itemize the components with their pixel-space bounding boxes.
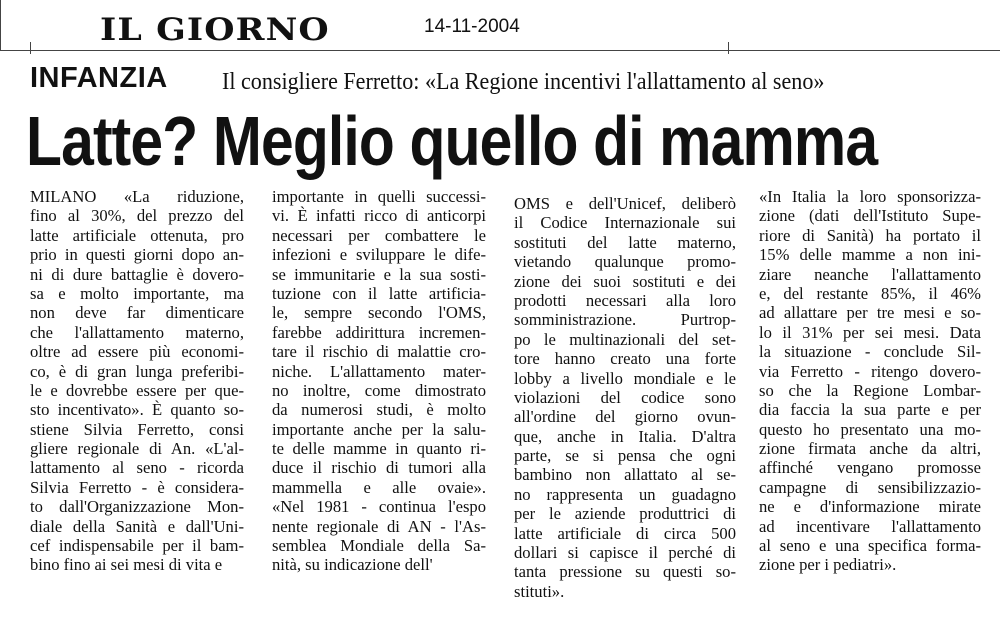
article-line: necessari per combattere le [272,225,486,245]
article-line: OMS e dell'Unicef, deliberò [514,194,736,213]
article-line: lattamento al seno - ricorda [30,458,244,478]
article-line: diale della Sanità e dall'Uni- [30,516,244,536]
article-line: tare il rischio di malattie cro- [272,342,486,362]
article-line: e, del restante 85%, il 46% [759,283,981,303]
article-line: oltre ad essere più economi- [30,342,244,362]
article-line: all'ordine del giorno ovun- [514,407,736,427]
article-line: gliere regionale di An. «L'al- [30,439,244,459]
article-line: «In Italia la loro sponsorizza- [759,187,981,206]
article-line: via Ferretto - ritengo dovero- [759,361,981,381]
article-line: latte artificiale di circa 500 [514,523,736,543]
article-line: po le multinazionali del set- [514,329,736,349]
article-line: vi. È infatti ricco di anticorpi [272,206,486,226]
article-line: «Nel 1981 - continua l'espo [272,497,486,517]
article-line: infezioni e sviluppare le dife- [272,245,486,265]
article-line: lobby a livello mondiale e le [514,368,736,388]
article-line: semblea Mondiale della Sa- [272,536,486,556]
article-line: la situazione - conclude Sil- [759,342,981,362]
article-line: al seno e una specifica forma- [759,536,981,556]
article-line: so che la Regione Lombar- [759,380,981,400]
article-line: farebbe addirittura incremen- [272,322,486,342]
article-line: violazioni del codice sono [514,387,736,407]
article-line: sostituti del latte materno, [514,232,736,252]
article-line: le e dovrebbe essere per que- [30,380,244,400]
article-line: que, anche in Italia. D'altra [514,426,736,446]
article-column-1 [30,187,244,575]
article-line: zione per i pediatri». [759,555,897,575]
article-line: sto incentivato». È quanto so- [30,400,244,420]
article-line: duce il rischio di tumori alla [272,458,486,478]
article-line: stiene Silvia Ferretto, consi [30,419,244,439]
article-line: no rappresenta un guadagno [514,484,736,504]
article-line: bino fino ai sei mesi di vita e [30,555,223,575]
article-line: zione dei suoi sostituti e dei [514,271,736,291]
article-line: stituti». [514,581,565,601]
article-line: somministrazione. Purtrop- [514,310,736,330]
article-line: affinché vengano promosse [759,458,981,478]
article-line: ziare neanche l'allattamento [759,264,981,284]
article-headline: Latte? Meglio quello di mamma [26,102,878,180]
publication-date: 14-11-2004 [424,16,520,37]
article-kicker: Il consigliere Ferretto: «La Regione incentivi l'allattamento al seno» [222,69,825,95]
article-line: dia faccia la sua parte e per [759,400,981,420]
article-column-2 [272,187,486,575]
article-line: se immunitarie e la sua sosti- [272,264,486,284]
section-label: INFANZIA [30,62,168,94]
article-column-3 [514,194,736,601]
article-line: parte, se si pensa che ogni [514,446,736,466]
article-line: niche. L'allattamento mater- [272,361,486,381]
article-line: co, è di gran lunga preferibi- [30,361,244,381]
article-line: fino al 30%, del prezzo del [30,206,244,226]
article-line: zione (dati dell'Istituto Supe- [759,206,981,226]
article-line: per le aziende produttrici di [514,504,736,524]
article-line: no inoltre, come dimostrato [272,380,486,400]
article-line: tanta pressione su questi so- [514,562,736,582]
article-line: questo ho presentato una mo- [759,419,981,439]
article-line: da numerosi studi, è molto [272,400,486,420]
article-line: latte artificiale ottenuta, pro [30,225,244,245]
article-line: le, sempre secondo l'OMS, [272,303,486,323]
article-line: non deve far dimenticare [30,303,244,323]
article-line: il Codice Internazionale sui [514,213,736,233]
article-line: ad incentivare l'allattamento [759,516,981,536]
header-rule [0,50,1000,51]
article-line: ne e d'informazione mirate [759,497,981,517]
article-line: prio in questi giorni dopo an- [30,245,244,265]
article-line: 15% delle mamme a non ini- [759,245,981,265]
article-line: te delle mamme in quanto ri- [272,439,486,459]
crop-mark-right [728,42,729,54]
page-edge-left [0,0,1,50]
article-column-4 [759,187,981,575]
article-line: tore hanno creato una forte [514,349,736,369]
article-line: importante anche per la salu- [272,419,486,439]
article-line: sa e molto importante, ma [30,283,244,303]
article-line: bambino non allattato al se- [514,465,736,485]
article-line: campagne di sensibilizzazio- [759,477,981,497]
article-line: nente regionale di AN - l'As- [272,516,486,536]
article-line: prodotti necessari alla loro [514,290,736,310]
article-line: nità, su indicazione dell' [272,555,433,575]
article-line: che l'allattamento materno, [30,322,244,342]
article-line: to dall'Organizzazione Mon- [30,497,244,517]
crop-mark-left [30,42,31,54]
article-line: riore di Sanità) ha portato il [759,225,981,245]
article-line: zione firmata anche da altri, [759,439,981,459]
article-line: lo il 31% per sei mesi. Data [759,322,981,342]
article-line: importante in quelli successi- [272,187,486,206]
article-line: tuzione con il latte artificia- [272,283,486,303]
article-line: vietando qualunque promo- [514,252,736,272]
article-line: ni di dure battaglie è dovero- [30,264,244,284]
article-line: ad allattare per tre mesi e so- [759,303,981,323]
article-line: Silvia Ferretto - è considera- [30,477,244,497]
article-line: cef indispensabile per il bam- [30,536,244,556]
article-line: dollari si capisce il perché di [514,543,736,563]
article-line: mammella e alle ovaie». [272,477,486,497]
newspaper-masthead: IL GIORNO [100,12,330,48]
article-line: MILANO «La riduzione, [30,187,244,206]
